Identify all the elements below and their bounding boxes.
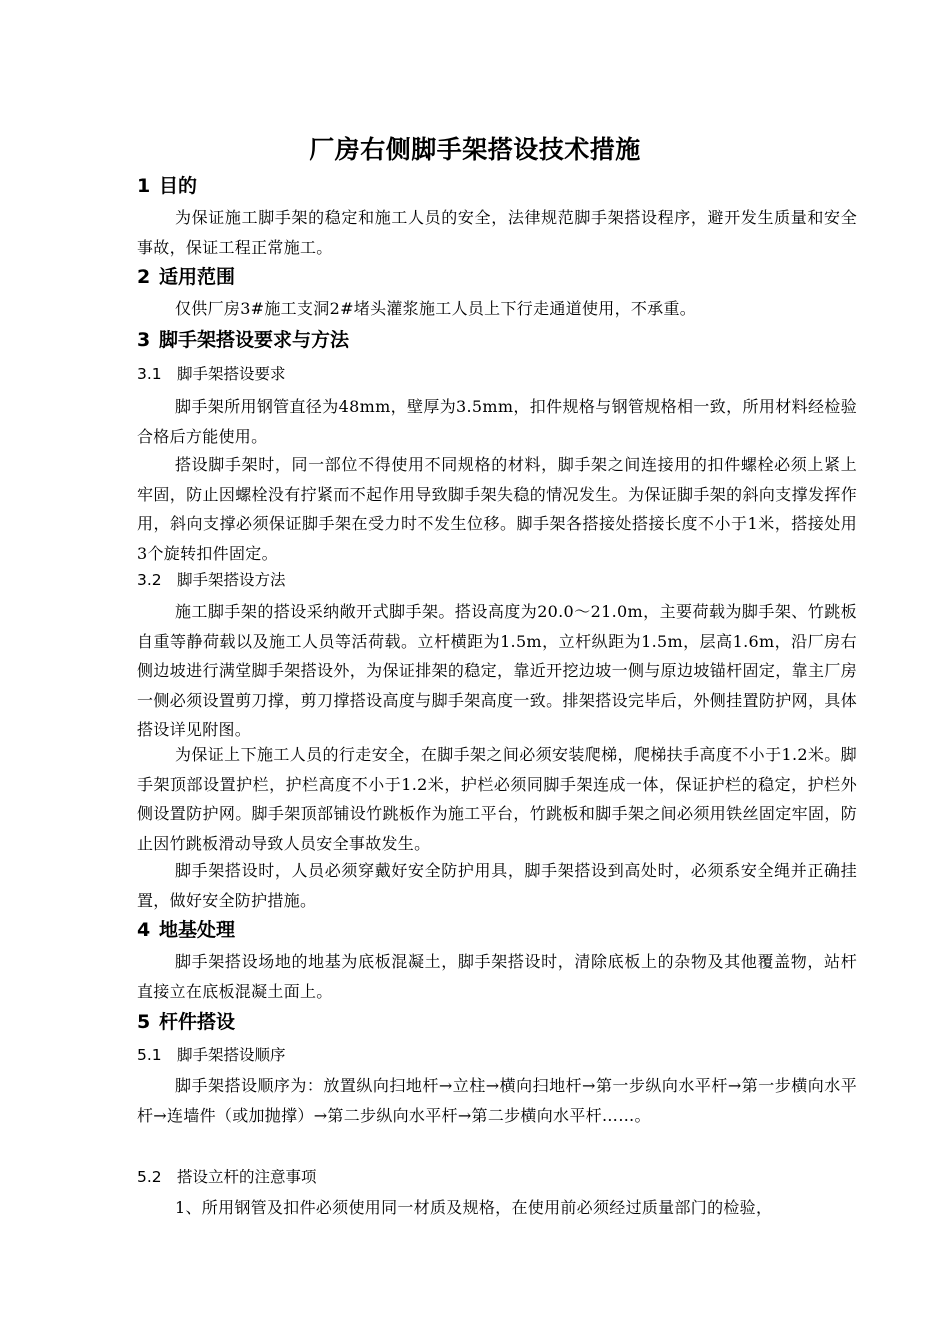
paragraph-3-1-a: 脚手架所用钢管直径为48mm，壁厚为3.5mm，扣件规格与钢管规格相一致，所用材料经检验合格后方能使用。 [137, 397, 857, 446]
subsection-heading-5-1: 5.1 脚手架搭设顺序 [137, 1046, 286, 1064]
page-title: 厂房右侧脚手架搭设技术措施 [309, 135, 641, 164]
section-heading-5: 5 杆件搭设 [137, 1011, 236, 1033]
paragraph-foundation: 脚手架搭设场地的地基为底板混凝土，脚手架搭设时，清除底板上的杂物及其他覆盖物，站杆直接立在底板混凝土面上。 [137, 952, 857, 1001]
paragraph-3-2-c: 脚手架搭设时，人员必须穿戴好安全防护用具，脚手架搭设到高处时，必须系安全绳并正确挂置，做好安全防护措施。 [137, 861, 857, 910]
paragraph-3-2-b: 为保证上下施工人员的行走安全，在脚手架之间必须安装爬梯，爬梯扶手高度不小于1.2米。脚手架顶部设置护栏，护栏高度不小于1.2米，护栏必须同脚手架连成一体，保证护栏的稳定，护栏外侧设置防护网。脚手架顶部铺设竹跳板作为施工平台，竹跳板和脚手架之间必须用铁丝固定牢固，防止因竹跳板滑动导致人员安全事故发生。 [137, 745, 857, 853]
paragraph-purpose: 为保证施工脚手架的稳定和施工人员的安全，法律规范脚手架搭设程序，避开发生质量和安全事故，保证工程正常施工。 [137, 208, 857, 257]
section-heading-1: 1 目的 [137, 175, 198, 197]
paragraph-scope: 仅供厂房3#施工支洞2#堵头灌浆施工人员上下行走通道使用，不承重。 [175, 299, 697, 318]
subsection-heading-3-1: 3.1 脚手架搭设要求 [137, 365, 286, 383]
section-heading-2: 2 适用范围 [137, 266, 236, 288]
paragraph-5-1: 脚手架搭设顺序为：放置纵向扫地杆→立柱→横向扫地杆→第一步纵向水平杆→第一步横向水平杆→连墙件（或加抛撑）→第二步纵向水平杆→第二步横向水平杆……。 [137, 1076, 857, 1125]
section-heading-4: 4 地基处理 [137, 919, 236, 941]
subsection-heading-5-2: 5.2 搭设立杆的注意事项 [137, 1168, 317, 1186]
paragraph-5-2: 1、所用钢管及扣件必须使用同一材质及规格，在使用前必须经过质量部门的检验， [175, 1198, 773, 1217]
section-heading-3: 3 脚手架搭设要求与方法 [137, 329, 350, 351]
subsection-heading-3-2: 3.2 脚手架搭设方法 [137, 571, 286, 589]
paragraph-3-1-b: 搭设脚手架时，同一部位不得使用不同规格的材料，脚手架之间连接用的扣件螺栓必须上紧上牢固，防止因螺栓没有拧紧而不起作用导致脚手架失稳的情况发生。为保证脚手架的斜向支撑发挥作用，斜向支撑必须保证脚手架在受力时不发生位移。脚手架各搭接处搭接长度不小于1米，搭接处用3个旋转扣件固定。 [137, 455, 857, 563]
paragraph-3-2-a: 施工脚手架的搭设采纳敞开式脚手架。搭设高度为20.0～21.0m，主要荷载为脚手架、竹跳板自重等静荷载以及施工人员等活荷载。立杆横距为1.5m，立杆纵距为1.5m，层高1.6m，沿厂房右侧边坡进行满堂脚手架搭设外，为保证排架的稳定，靠近开挖边坡一侧与原边坡锚杆固定，靠主厂房一侧必须设置剪刀撑，剪刀撑搭设高度与脚手架高度一致。排架搭设完毕后，外侧挂置防护网，具体搭设详见附图。 [137, 602, 857, 739]
